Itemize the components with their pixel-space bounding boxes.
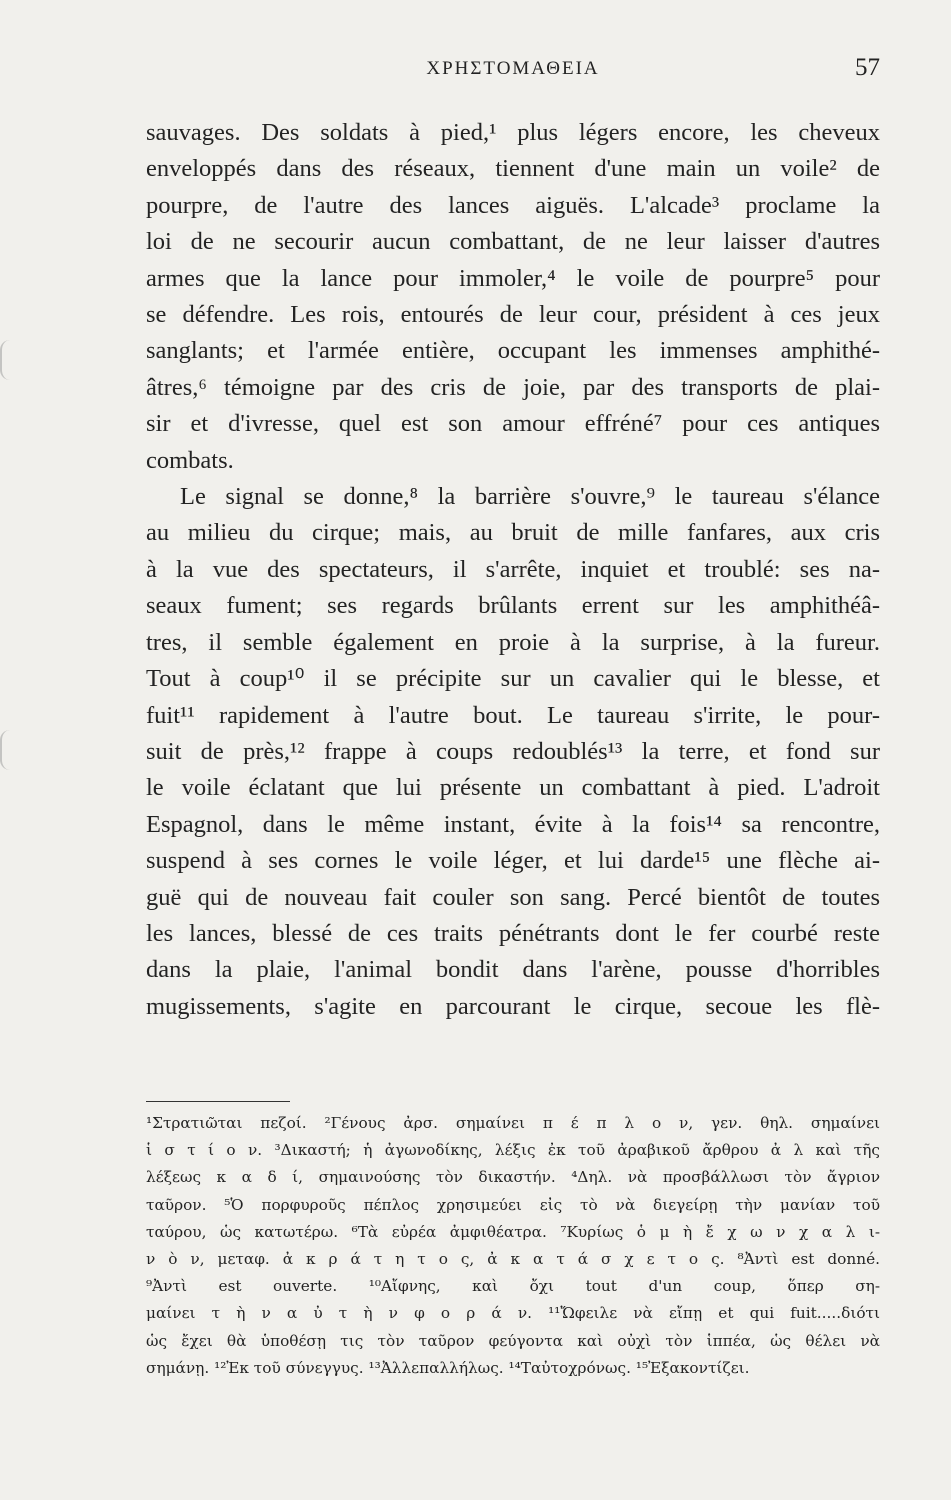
footnote-line: ὡς ἔχει θὰ ὑποθέσῃ τις τὸν ταῦρον φεύγοντα καὶ οὐχὶ τὸν ἱππέα, ὡς θέλει νὰ	[146, 1331, 880, 1350]
footnote-line: μαίνει τ ὴ ν α ὐ τ ὴ ν φ ο ρ ά ν. ¹¹Ὤφειλε νὰ εἴπῃ et qui fuit.....διότι	[146, 1304, 880, 1323]
body-line: guë qui de nouveau fait couler son sang. Percé bientôt de toutes	[146, 883, 880, 911]
page-header	[146, 54, 880, 92]
body-line: pourpre, de l'autre des lances aiguës. L'alcade³ proclame la	[146, 191, 880, 219]
body-line: âtres,⁶ témoigne par des cris de joie, par des transports de plai-	[146, 373, 880, 401]
body-line: sir et d'ivresse, quel est son amour effréné⁷ pour ces antiques	[146, 410, 880, 438]
body-line: mugissements, s'agite en parcourant le cirque, secoue les flè-	[146, 992, 880, 1020]
body-line: au milieu du cirque; mais, au bruit de mille fanfares, aux cris	[146, 519, 880, 547]
body-line: à la vue des spectateurs, il s'arrête, inquiet et troublé: ses na-	[146, 555, 880, 583]
page-edge-mark	[0, 340, 10, 380]
body-line: combats.	[146, 446, 234, 474]
body-text	[146, 115, 880, 1025]
body-line: sauvages. Des soldats à pied,¹ plus légers encore, les cheveux	[146, 119, 880, 146]
running-title: ΧΡΗΣΤΟΜΑΘΕΙΑ	[426, 58, 600, 79]
footnote-line: σημάνῃ. ¹²Ἐκ τοῦ σύνεγγυς. ¹³Ἀλλεπαλλήλως. ¹⁴Ταὐτοχρόνως. ¹⁵Ἐξακοντίζει.	[146, 1358, 750, 1377]
body-line: seaux fument; ses regards brûlants errent sur les amphithéâ-	[146, 592, 880, 620]
body-line: sanglants; et l'armée entière, occupant les immenses amphithé-	[146, 337, 880, 365]
body-line: Tout à coup¹⁰ il se précipite sur un cavalier qui le blesse, et	[146, 665, 880, 693]
body-line: dans la plaie, l'animal bondit dans l'arène, pousse d'horribles	[146, 956, 880, 984]
footnote-line: ν ὸ ν, μεταφ. ἀ κ ρ ά τ η τ ο ς, ἀ κ α τ ά σ χ ε τ ο ς. ⁸Ἀντὶ est donné.	[146, 1250, 880, 1269]
body-line: le voile éclatant que lui présente un combattant à pied. L'adroit	[146, 774, 880, 802]
body-line: se défendre. Les rois, entourés de leur cour, président à ces jeux	[146, 301, 880, 329]
footnote-line: ¹Στρατιῶται πεζοί. ²Γένους ἀρσ. σημαίνει π έ π λ ο ν, γεν. θηλ. σημαίνει	[146, 1114, 880, 1132]
body-line: fuit¹¹ rapidement à l'autre bout. Le taureau s'irrite, le pour-	[146, 701, 880, 729]
footnote-line: ταῦρον. ⁵Ὁ πορφυροῦς πέπλος χρησιμεύει εἰς τὸ νὰ διεγείρῃ τὴν μανίαν τοῦ	[146, 1195, 880, 1214]
body-line: enveloppés dans des réseaux, tiennent d'une main un voile² de	[146, 155, 880, 183]
page-number: 57	[855, 54, 880, 81]
footnote-line: ἱ σ τ ί ο ν. ³Δικαστή; ἡ ἀγωνοδίκης, λέξις ἐκ τοῦ ἀραβικοῦ ἄρθρου ἀ λ καὶ τῆς	[146, 1141, 880, 1160]
body-line: les lances, blessé de ces traits pénétrants dont le fer courbé reste	[146, 919, 880, 947]
footnote-rule	[146, 1101, 290, 1102]
footnote-line: ⁹Ἀντὶ est ouverte. ¹⁰Αἴφνης, καὶ ὄχι tout d'un coup, ὅπερ ση-	[146, 1277, 880, 1296]
footnotes	[146, 1110, 880, 1382]
body-line: Le signal se donne,⁸ la barrière s'ouvre,⁹ le taureau s'élance	[180, 483, 880, 511]
body-line: suspend à ses cornes le voile léger, et lui darde¹⁵ une flèche ai-	[146, 847, 880, 875]
page-edge-mark	[0, 730, 10, 770]
body-line: suit de près,¹² frappe à coups redoublés¹³ la terre, et fond sur	[146, 737, 880, 765]
footnote-line: λέξεως κ α δ ί, σημαινούσης τὸν δικαστήν. ⁴Δηλ. νὰ προσβάλλωσι τὸν ἄγριον	[146, 1168, 880, 1187]
footnote-line: ταύρου, ὡς κατωτέρω. ⁶Τὰ εὐρέα ἀμφιθέατρα. ⁷Κυρίως ὁ μ ὴ ἔ χ ω ν χ α λ ι-	[146, 1222, 880, 1241]
body-line: Espagnol, dans le même instant, évite à la fois¹⁴ sa rencontre,	[146, 810, 880, 838]
body-line: tres, il semble également en proie à la surprise, à la fureur.	[146, 628, 880, 656]
body-line: loi de ne secourir aucun combattant, de ne leur laisser d'autres	[146, 228, 880, 256]
body-line: armes que la lance pour immoler,⁴ le voile de pourpre⁵ pour	[146, 264, 880, 292]
